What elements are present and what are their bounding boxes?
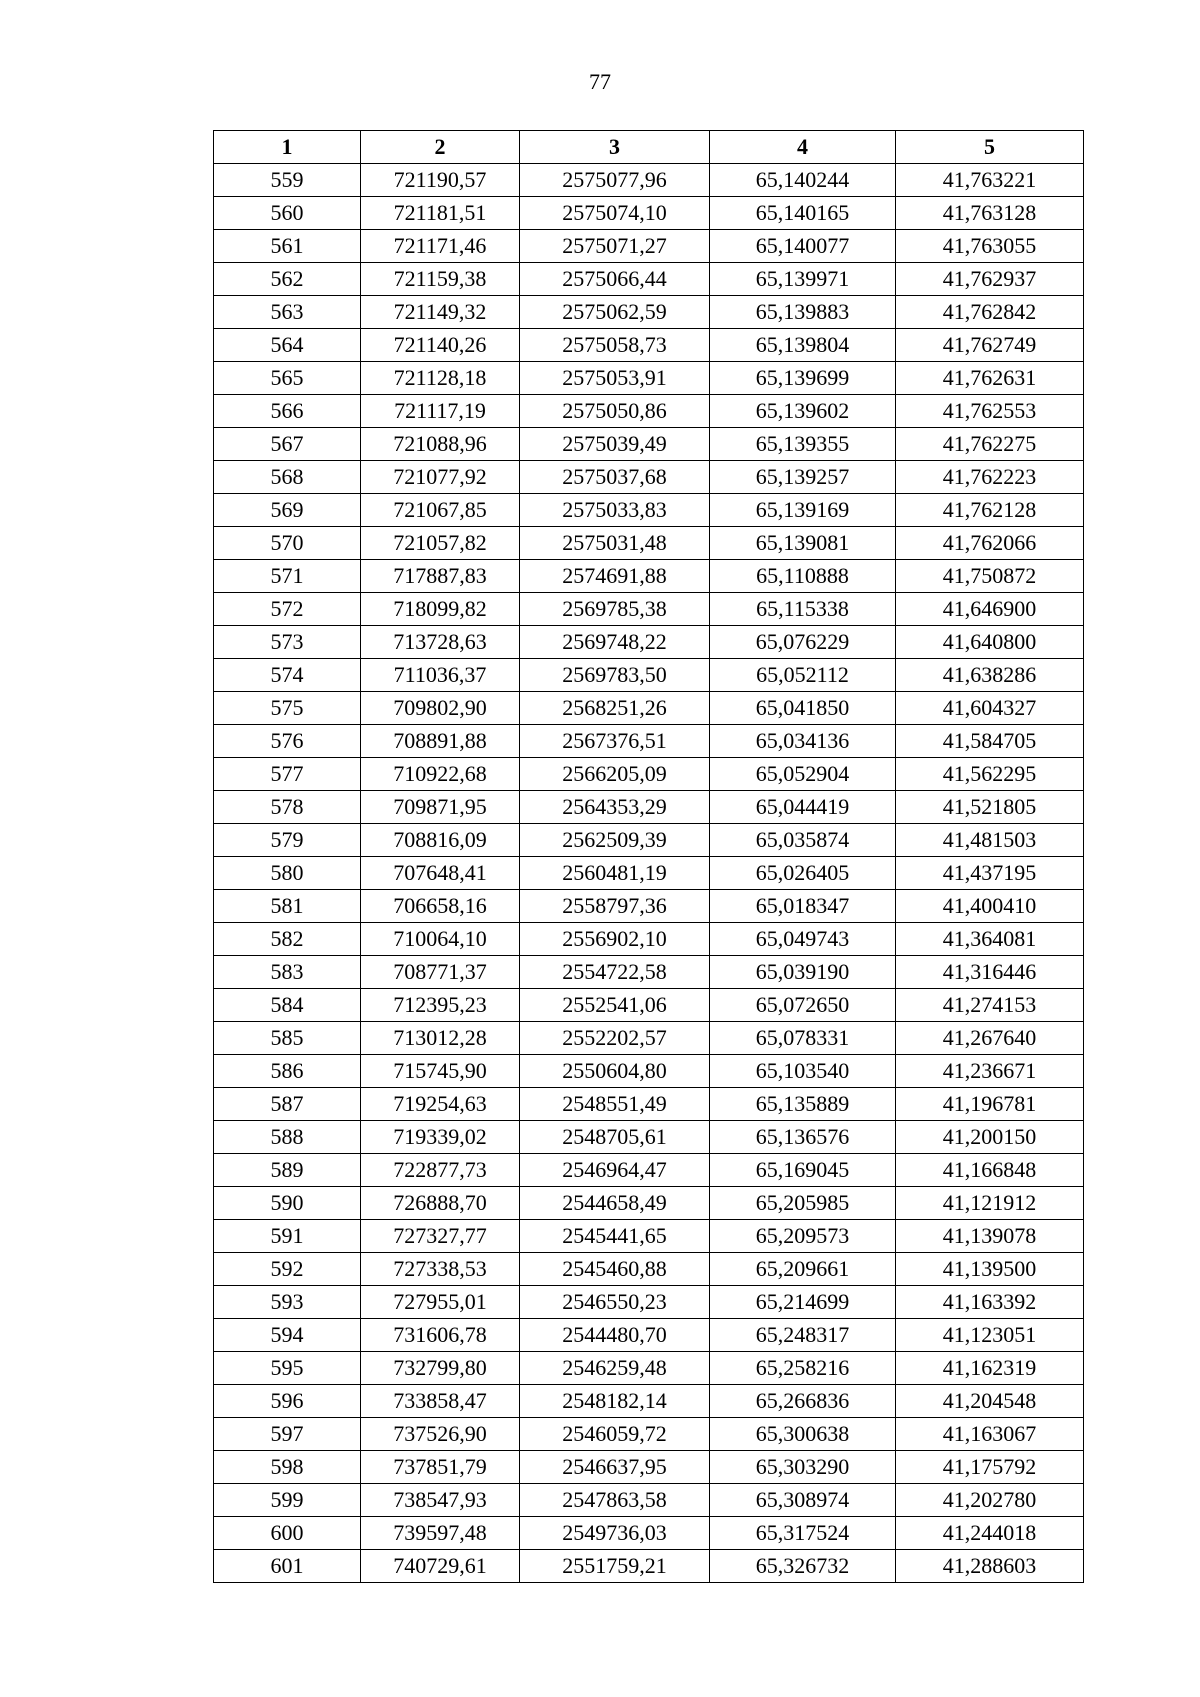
table-cell: 721190,57 — [361, 164, 520, 197]
table-row — [214, 791, 1084, 824]
table-cell: 2575071,27 — [520, 230, 710, 263]
table-cell: 722877,73 — [361, 1154, 520, 1187]
table-cell: 715745,90 — [361, 1055, 520, 1088]
table-cell: 2545441,65 — [520, 1220, 710, 1253]
table-cell: 65,209573 — [710, 1220, 896, 1253]
table-cell: 721088,96 — [361, 428, 520, 461]
table-cell: 578 — [214, 791, 361, 824]
table-cell: 65,136576 — [710, 1121, 896, 1154]
table-cell: 587 — [214, 1088, 361, 1121]
table-cell: 727338,53 — [361, 1253, 520, 1286]
table-cell: 721067,85 — [361, 494, 520, 527]
table-cell: 41,196781 — [896, 1088, 1084, 1121]
table-cell: 65,034136 — [710, 725, 896, 758]
table-cell: 562 — [214, 263, 361, 296]
table-cell: 41,200150 — [896, 1121, 1084, 1154]
table-header-row — [214, 131, 1084, 164]
table-cell: 2546059,72 — [520, 1418, 710, 1451]
table-row — [214, 1022, 1084, 1055]
table-cell: 41,762275 — [896, 428, 1084, 461]
table-row — [214, 230, 1084, 263]
table-cell: 41,175792 — [896, 1451, 1084, 1484]
table-cell: 719339,02 — [361, 1121, 520, 1154]
table-cell: 2545460,88 — [520, 1253, 710, 1286]
table-cell: 569 — [214, 494, 361, 527]
table-cell: 721149,32 — [361, 296, 520, 329]
table-cell: 65,052904 — [710, 758, 896, 791]
table-cell: 2546259,48 — [520, 1352, 710, 1385]
table-cell: 2575037,68 — [520, 461, 710, 494]
table-cell: 2569748,22 — [520, 626, 710, 659]
table-row — [214, 296, 1084, 329]
table-cell: 590 — [214, 1187, 361, 1220]
table-cell: 712395,23 — [361, 989, 520, 1022]
table-cell: 41,762128 — [896, 494, 1084, 527]
table-cell: 65,072650 — [710, 989, 896, 1022]
table-cell: 65,049743 — [710, 923, 896, 956]
table-cell: 41,139078 — [896, 1220, 1084, 1253]
table-row — [214, 593, 1084, 626]
table-cell: 570 — [214, 527, 361, 560]
table-cell: 731606,78 — [361, 1319, 520, 1352]
table-cell: 65,139257 — [710, 461, 896, 494]
table-cell: 2551759,21 — [520, 1550, 710, 1583]
table-cell: 65,018347 — [710, 890, 896, 923]
table-cell: 41,763221 — [896, 164, 1084, 197]
table-cell: 65,103540 — [710, 1055, 896, 1088]
column-header: 2 — [361, 131, 520, 164]
column-header: 4 — [710, 131, 896, 164]
table-cell: 65,139883 — [710, 296, 896, 329]
table-row — [214, 1319, 1084, 1352]
table-row — [214, 197, 1084, 230]
table-cell: 41,763128 — [896, 197, 1084, 230]
table-cell: 65,078331 — [710, 1022, 896, 1055]
table-cell: 566 — [214, 395, 361, 428]
table-cell: 2575074,10 — [520, 197, 710, 230]
table-cell: 65,026405 — [710, 857, 896, 890]
table-cell: 2566205,09 — [520, 758, 710, 791]
table-cell: 573 — [214, 626, 361, 659]
table-cell: 65,039190 — [710, 956, 896, 989]
table-cell: 713012,28 — [361, 1022, 520, 1055]
table-cell: 65,115338 — [710, 593, 896, 626]
table-cell: 721077,92 — [361, 461, 520, 494]
table-cell: 65,300638 — [710, 1418, 896, 1451]
table-cell: 2575031,48 — [520, 527, 710, 560]
table-row — [214, 263, 1084, 296]
table-cell: 41,521805 — [896, 791, 1084, 824]
table-cell: 581 — [214, 890, 361, 923]
table-cell: 41,762066 — [896, 527, 1084, 560]
table-cell: 41,162319 — [896, 1352, 1084, 1385]
table-cell: 65,317524 — [710, 1517, 896, 1550]
table-row — [214, 164, 1084, 197]
table-cell: 2575058,73 — [520, 329, 710, 362]
table-row — [214, 758, 1084, 791]
table-cell: 572 — [214, 593, 361, 626]
table-cell: 584 — [214, 989, 361, 1022]
table-cell: 596 — [214, 1385, 361, 1418]
table-cell: 65,139699 — [710, 362, 896, 395]
table-row — [214, 989, 1084, 1022]
table-cell: 707648,41 — [361, 857, 520, 890]
table-cell: 595 — [214, 1352, 361, 1385]
table-cell: 41,584705 — [896, 725, 1084, 758]
table-cell: 738547,93 — [361, 1484, 520, 1517]
table-row — [214, 428, 1084, 461]
table-cell: 733858,47 — [361, 1385, 520, 1418]
table-cell: 709802,90 — [361, 692, 520, 725]
table-cell: 65,041850 — [710, 692, 896, 725]
table-cell: 2575053,91 — [520, 362, 710, 395]
table-cell: 599 — [214, 1484, 361, 1517]
table-cell: 41,123051 — [896, 1319, 1084, 1352]
table-cell: 708891,88 — [361, 725, 520, 758]
table-row — [214, 461, 1084, 494]
table-cell: 726888,70 — [361, 1187, 520, 1220]
table-cell: 721171,46 — [361, 230, 520, 263]
table-cell: 2568251,26 — [520, 692, 710, 725]
table-cell: 65,303290 — [710, 1451, 896, 1484]
table-row — [214, 626, 1084, 659]
table-cell: 709871,95 — [361, 791, 520, 824]
table-cell: 583 — [214, 956, 361, 989]
table-row — [214, 923, 1084, 956]
column-header: 1 — [214, 131, 361, 164]
table-cell: 41,762842 — [896, 296, 1084, 329]
table-cell: 564 — [214, 329, 361, 362]
table-cell: 582 — [214, 923, 361, 956]
table-cell: 2550604,80 — [520, 1055, 710, 1088]
table-cell: 41,437195 — [896, 857, 1084, 890]
table-cell: 41,562295 — [896, 758, 1084, 791]
table-cell: 568 — [214, 461, 361, 494]
table-cell: 2575066,44 — [520, 263, 710, 296]
table-cell: 65,044419 — [710, 791, 896, 824]
table-cell: 2546550,23 — [520, 1286, 710, 1319]
table-cell: 706658,16 — [361, 890, 520, 923]
table-cell: 65,258216 — [710, 1352, 896, 1385]
table-cell: 2552541,06 — [520, 989, 710, 1022]
table-cell: 65,140244 — [710, 164, 896, 197]
table-cell: 41,481503 — [896, 824, 1084, 857]
table-cell: 2569783,50 — [520, 659, 710, 692]
column-header: 3 — [520, 131, 710, 164]
table-row — [214, 362, 1084, 395]
table-cell: 708771,37 — [361, 956, 520, 989]
table-row — [214, 395, 1084, 428]
table-cell: 575 — [214, 692, 361, 725]
table-cell: 600 — [214, 1517, 361, 1550]
table-body — [214, 164, 1084, 1583]
table-cell: 65,209661 — [710, 1253, 896, 1286]
table-cell: 65,140165 — [710, 197, 896, 230]
table-row — [214, 857, 1084, 890]
table-cell: 563 — [214, 296, 361, 329]
table-cell: 711036,37 — [361, 659, 520, 692]
table-cell: 2544658,49 — [520, 1187, 710, 1220]
table-row — [214, 1220, 1084, 1253]
table-cell: 593 — [214, 1286, 361, 1319]
table-cell: 2567376,51 — [520, 725, 710, 758]
table-cell: 65,266836 — [710, 1385, 896, 1418]
table-cell: 737526,90 — [361, 1418, 520, 1451]
table-cell: 2575033,83 — [520, 494, 710, 527]
table-row — [214, 527, 1084, 560]
table-row — [214, 1088, 1084, 1121]
table-cell: 737851,79 — [361, 1451, 520, 1484]
table-cell: 65,135889 — [710, 1088, 896, 1121]
table-cell: 2548705,61 — [520, 1121, 710, 1154]
table-row — [214, 329, 1084, 362]
table-row — [214, 1517, 1084, 1550]
table-cell: 591 — [214, 1220, 361, 1253]
table-cell: 740729,61 — [361, 1550, 520, 1583]
table-cell: 589 — [214, 1154, 361, 1187]
table-row — [214, 956, 1084, 989]
table-row — [214, 1550, 1084, 1583]
table-row — [214, 890, 1084, 923]
table-cell: 65,214699 — [710, 1286, 896, 1319]
table-cell: 41,202780 — [896, 1484, 1084, 1517]
table-row — [214, 1121, 1084, 1154]
table-cell: 2548551,49 — [520, 1088, 710, 1121]
table-cell: 41,604327 — [896, 692, 1084, 725]
table-cell: 580 — [214, 857, 361, 890]
table-cell: 713728,63 — [361, 626, 520, 659]
table-cell: 727327,77 — [361, 1220, 520, 1253]
table-cell: 41,400410 — [896, 890, 1084, 923]
coordinates-table — [213, 130, 1084, 1583]
table-row — [214, 1187, 1084, 1220]
table-cell: 2574691,88 — [520, 560, 710, 593]
table-row — [214, 560, 1084, 593]
table-cell: 2552202,57 — [520, 1022, 710, 1055]
table-cell: 574 — [214, 659, 361, 692]
table-cell: 2575050,86 — [520, 395, 710, 428]
table-cell: 41,236671 — [896, 1055, 1084, 1088]
table-cell: 721181,51 — [361, 197, 520, 230]
table-cell: 708816,09 — [361, 824, 520, 857]
table-row — [214, 494, 1084, 527]
table-row — [214, 659, 1084, 692]
table-cell: 718099,82 — [361, 593, 520, 626]
page-number: 77 — [589, 69, 611, 94]
table-cell: 41,163067 — [896, 1418, 1084, 1451]
table-cell: 732799,80 — [361, 1352, 520, 1385]
table-cell: 559 — [214, 164, 361, 197]
table-cell: 710922,68 — [361, 758, 520, 791]
table-cell: 560 — [214, 197, 361, 230]
table-row — [214, 725, 1084, 758]
table-cell: 41,364081 — [896, 923, 1084, 956]
table-row — [214, 1418, 1084, 1451]
table-cell: 65,140077 — [710, 230, 896, 263]
table-cell: 41,244018 — [896, 1517, 1084, 1550]
table-cell: 41,762937 — [896, 263, 1084, 296]
table-cell: 2556902,10 — [520, 923, 710, 956]
table-cell: 710064,10 — [361, 923, 520, 956]
table-cell: 41,762553 — [896, 395, 1084, 428]
table-cell: 41,762749 — [896, 329, 1084, 362]
table-cell: 41,267640 — [896, 1022, 1084, 1055]
table-cell: 41,762223 — [896, 461, 1084, 494]
table-cell: 579 — [214, 824, 361, 857]
table-row — [214, 824, 1084, 857]
table-cell: 2548182,14 — [520, 1385, 710, 1418]
table-cell: 65,139081 — [710, 527, 896, 560]
table-cell: 588 — [214, 1121, 361, 1154]
table-cell: 594 — [214, 1319, 361, 1352]
table-cell: 571 — [214, 560, 361, 593]
table-cell: 65,110888 — [710, 560, 896, 593]
table-cell: 65,076229 — [710, 626, 896, 659]
table-cell: 721140,26 — [361, 329, 520, 362]
table-cell: 721057,82 — [361, 527, 520, 560]
table-cell: 41,274153 — [896, 989, 1084, 1022]
table-cell: 41,139500 — [896, 1253, 1084, 1286]
table-cell: 65,205985 — [710, 1187, 896, 1220]
table-cell: 41,638286 — [896, 659, 1084, 692]
table-cell: 65,139355 — [710, 428, 896, 461]
table-row — [214, 1484, 1084, 1517]
table-row — [214, 692, 1084, 725]
table-cell: 41,166848 — [896, 1154, 1084, 1187]
table-cell: 2544480,70 — [520, 1319, 710, 1352]
table-cell: 41,204548 — [896, 1385, 1084, 1418]
table-cell: 576 — [214, 725, 361, 758]
column-header: 5 — [896, 131, 1084, 164]
table-row — [214, 1055, 1084, 1088]
table-cell: 2569785,38 — [520, 593, 710, 626]
table-cell: 65,326732 — [710, 1550, 896, 1583]
table-cell: 65,139169 — [710, 494, 896, 527]
table-cell: 2549736,03 — [520, 1517, 710, 1550]
table-cell: 41,121912 — [896, 1187, 1084, 1220]
table-cell: 65,139804 — [710, 329, 896, 362]
table-cell: 719254,63 — [361, 1088, 520, 1121]
table-cell: 721159,38 — [361, 263, 520, 296]
table-cell: 739597,48 — [361, 1517, 520, 1550]
table-cell: 717887,83 — [361, 560, 520, 593]
table-row — [214, 1451, 1084, 1484]
table-cell: 721128,18 — [361, 362, 520, 395]
table-cell: 2546637,95 — [520, 1451, 710, 1484]
table-cell: 65,308974 — [710, 1484, 896, 1517]
table-cell: 2575077,96 — [520, 164, 710, 197]
table-cell: 41,163392 — [896, 1286, 1084, 1319]
table-cell: 2575039,49 — [520, 428, 710, 461]
table-cell: 41,640800 — [896, 626, 1084, 659]
table-cell: 721117,19 — [361, 395, 520, 428]
table-cell: 592 — [214, 1253, 361, 1286]
table-row — [214, 1385, 1084, 1418]
table-cell: 65,248317 — [710, 1319, 896, 1352]
table-cell: 597 — [214, 1418, 361, 1451]
table-cell: 2558797,36 — [520, 890, 710, 923]
table-cell: 567 — [214, 428, 361, 461]
table-cell: 727955,01 — [361, 1286, 520, 1319]
table-cell: 65,035874 — [710, 824, 896, 857]
table-cell: 2547863,58 — [520, 1484, 710, 1517]
table-cell: 586 — [214, 1055, 361, 1088]
table-cell: 577 — [214, 758, 361, 791]
table-cell: 561 — [214, 230, 361, 263]
table-row — [214, 1352, 1084, 1385]
table-cell: 2564353,29 — [520, 791, 710, 824]
table-cell: 65,139971 — [710, 263, 896, 296]
table-cell: 601 — [214, 1550, 361, 1583]
table-cell: 41,763055 — [896, 230, 1084, 263]
table-cell: 2562509,39 — [520, 824, 710, 857]
table-cell: 565 — [214, 362, 361, 395]
table-cell: 585 — [214, 1022, 361, 1055]
table-cell: 598 — [214, 1451, 361, 1484]
table-cell: 65,169045 — [710, 1154, 896, 1187]
table-cell: 65,052112 — [710, 659, 896, 692]
table-cell: 2575062,59 — [520, 296, 710, 329]
table-cell: 41,288603 — [896, 1550, 1084, 1583]
table-row — [214, 1154, 1084, 1187]
table-cell: 41,750872 — [896, 560, 1084, 593]
table-row — [214, 1253, 1084, 1286]
table-cell: 41,646900 — [896, 593, 1084, 626]
table-cell: 65,139602 — [710, 395, 896, 428]
table-cell: 41,762631 — [896, 362, 1084, 395]
table-cell: 41,316446 — [896, 956, 1084, 989]
table-cell: 2554722,58 — [520, 956, 710, 989]
table-cell: 2560481,19 — [520, 857, 710, 890]
table-cell: 2546964,47 — [520, 1154, 710, 1187]
table-row — [214, 1286, 1084, 1319]
